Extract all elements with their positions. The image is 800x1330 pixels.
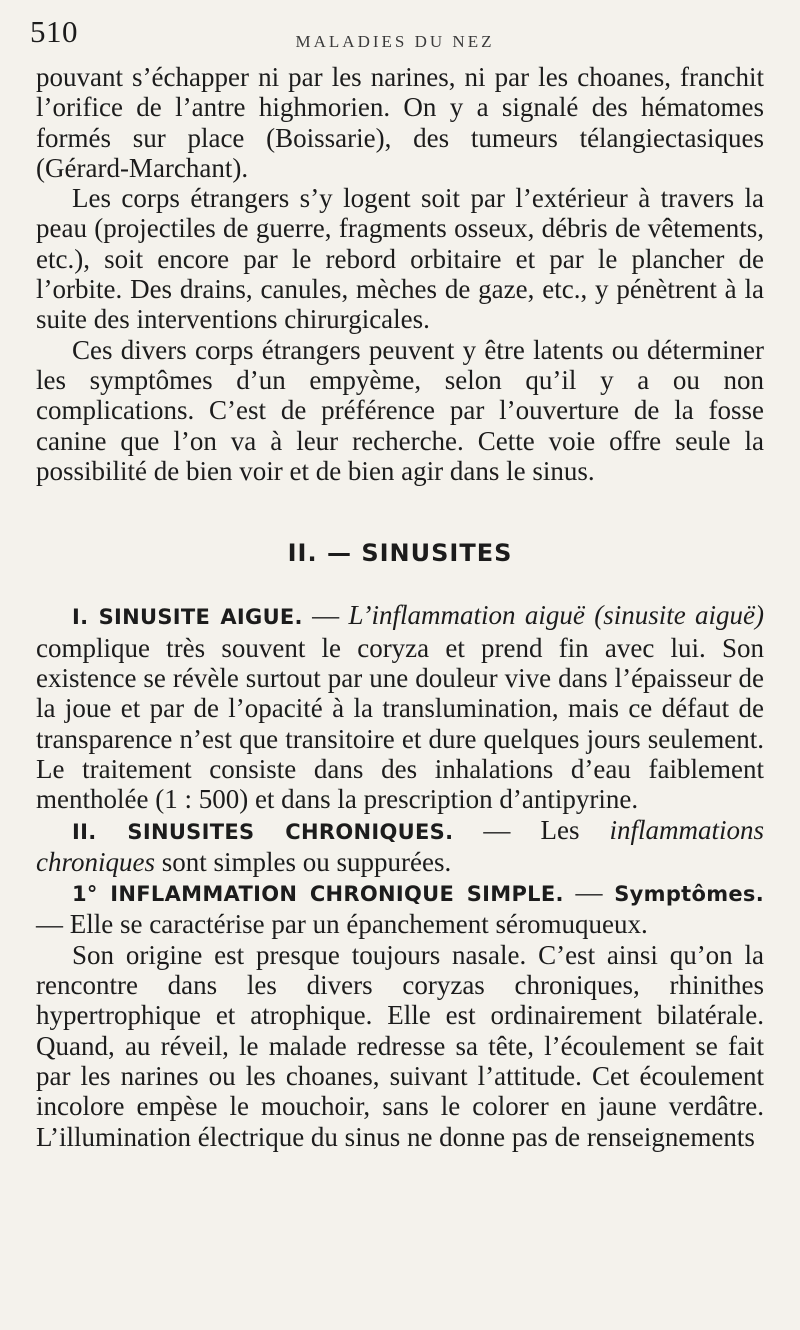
chronic-text-after: sont simples ou suppurées. — [154, 846, 452, 877]
term-chronic: inflammations chroniques — [36, 814, 765, 877]
paragraph-chronic-sinusitis — [36, 815, 764, 878]
paragraph-intro: pouvant s’échapper ni par les narines, ni par les choanes, franchit l’orifice de l’antre highmorien. On y a signalé des hématomes formés sur place (Boissarie), des tumeurs télangiectasiques (Gérard-Marchant). — [36, 62, 764, 183]
dash: — — [563, 877, 615, 908]
dash: — — [453, 814, 541, 845]
running-title: MALADIES DU NEZ — [295, 32, 495, 51]
paragraph-latency: Ces divers corps étrangers peuvent y être latents ou déterminer les symptômes d’un empyème, selon qu’il y a ou non complications. C’est de préférence par l’ouverture de la fosse canine que l’on va à leur recherche. Cette voie offre seule la possibilité de bien voir et de bien agir dans le sinus. — [36, 334, 764, 486]
page-number: 510 — [30, 14, 78, 49]
paragraph-acute-sinusitis — [36, 600, 764, 814]
heading-chronic-sinusitis: II. SINUSITES CHRONIQUES. — [72, 819, 454, 844]
paragraph-origin: Son origine est presque toujours nasale. C’est ainsi qu’on la rencontre dans les divers coryzas chroniques, rhinithes hypertrophique et atrophique. Elle est ordinairement bilatérale. Quand, au réveil, le malade redresse sa tête, l’écoulement se fait par les narines ou les choanes, suivant l’attitude. Cet écoulement incolore empèse le mouchoir, sans le colorer en jaune verdâtre. L’illumination électrique du sinus ne donne pas de renseignements — [36, 939, 764, 1152]
term-acute: L’inflammation aiguë (sinusite aiguë) — [348, 600, 765, 631]
paragraph-foreign-bodies: Les corps étrangers s’y logent soit par l’extérieur à travers la peau (projectiles de guerre, fragments osseux, débris de vêtements, etc.), soit encore par le rebord orbitaire et par le plancher de l’orbite. Des drains, canules, mèches de gaze, etc., y pénètrent à la suite des interventions chirurgicales. — [36, 183, 764, 335]
acute-text: complique très souvent le coryza et prend fin avec lui. Son existence se révèle surtout par une douleur vive dans l’épaisseur de la joue et par de l’opacité à la translumination, mais ce défaut de transparence n’est que transitoire et dure quelques jours seulement. Le traitement consiste dans des inhalations d’eau faiblement mentholée (1 : 500) et dans la prescription d’antipyrine. — [36, 632, 764, 815]
dash: — — [302, 600, 349, 631]
chronic-text-before: Les — [540, 814, 610, 845]
heading-acute-sinusitis: I. SINUSITE AIGUE. — [72, 605, 303, 630]
page-header — [30, 14, 760, 54]
paragraph-simple-inflammation — [36, 877, 764, 940]
subheading-symptoms: Symptômes. — [614, 882, 765, 907]
heading-simple-inflammation: 1° INFLAMMATION CHRONIQUE SIMPLE. — [72, 882, 564, 907]
section-title: II. — SINUSITES — [287, 539, 513, 568]
symptoms-text: — Elle se caractérise par un épanchement séromuqueux. — [36, 909, 648, 940]
body-text — [36, 62, 764, 1152]
